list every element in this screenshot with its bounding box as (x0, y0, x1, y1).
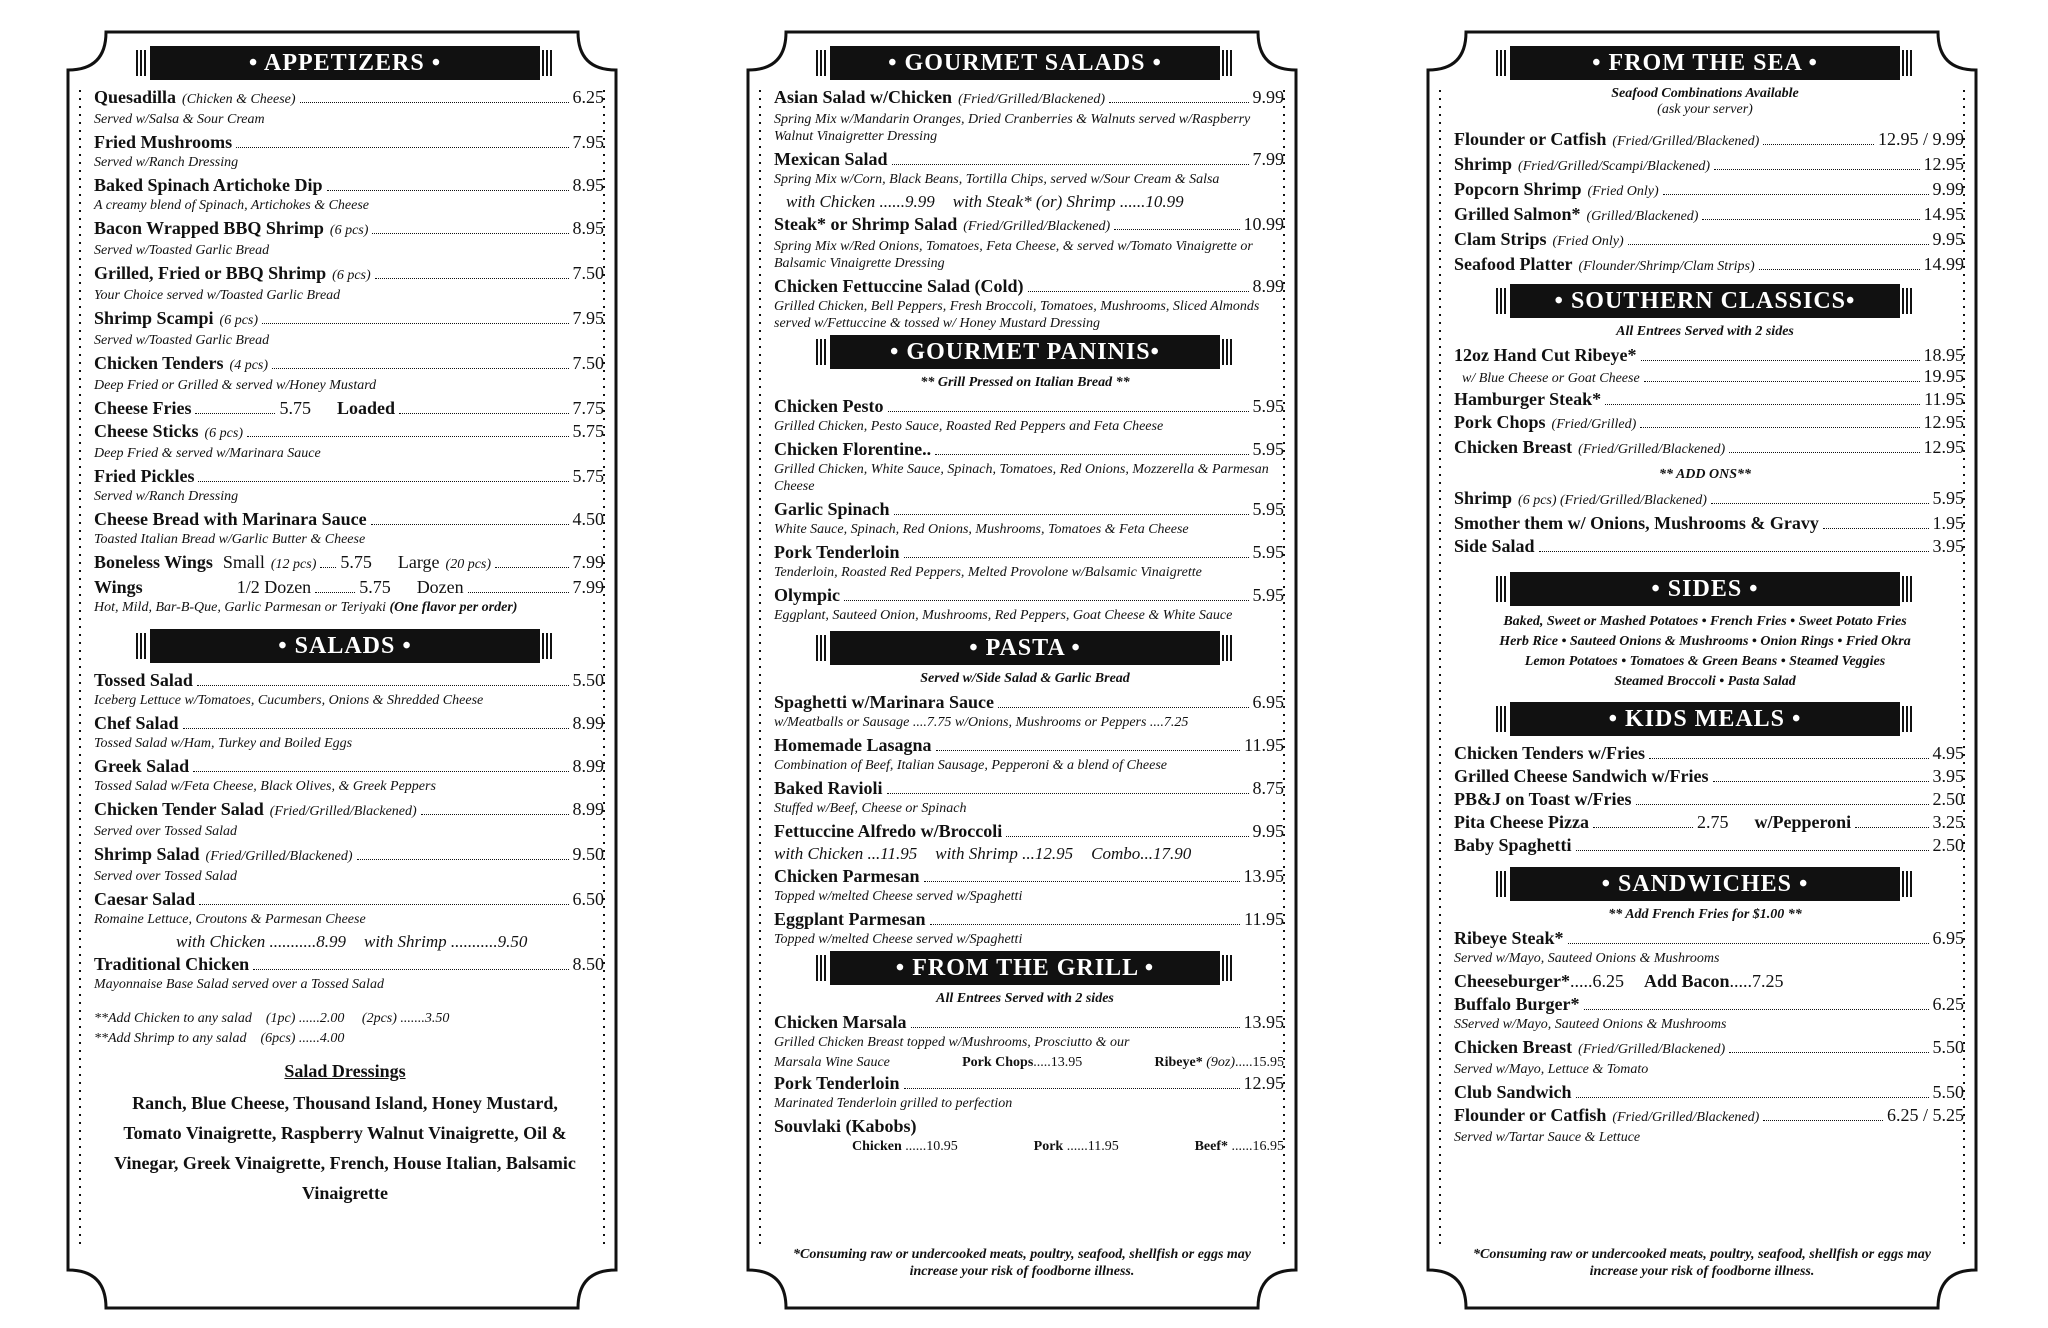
menu-item: Caesar Salad 6.50 Romaine Lettuce, Croutons & Parmesan Cheese (94, 889, 604, 927)
sides-heading: • SIDES • (1510, 572, 1900, 606)
menu-item: Smother them w/ Onions, Mushrooms & Gravy 1.95 (1454, 513, 1964, 533)
menu-item-chicken-marsala: Chicken Marsala 13.95 Grilled Chicken Breast topped w/Mushrooms, Prosciutto & our Marsala Wine Sauce Pork Chops.....13.95 Ribeye* (9oz).....15.95 (774, 1012, 1284, 1070)
pasta-subtitle: Served w/Side Salad & Garlic Bread (920, 671, 1130, 686)
menu-item: Bacon Wrapped BBQ Shrimp (6 pcs) 8.95 Served w/Toasted Garlic Bread (94, 218, 604, 258)
menu-item: Fried Pickles 5.75 Served w/Ranch Dressing (94, 466, 604, 504)
southern-subtitle: All Entrees Served with 2 sides (1616, 324, 1794, 339)
menu-item-ribeye: 12oz Hand Cut Ribeye* 18.95 w/ Blue Cheese or Goat Cheese 19.95 (1454, 345, 1964, 386)
menu-item: Chicken Tender Salad (Fried/Grilled/Blackened) 8.99 Served over Tossed Salad (94, 799, 604, 839)
menu-item-flounder-sandwich: Flounder or Catfish (Fried/Grilled/Blackened) 6.25 / 5.25 Served w/Tartar Sauce & Lettuce (1454, 1105, 1964, 1145)
menu-panel-right (1426, 30, 1978, 1310)
menu-item: Flounder or Catfish (Fried/Grilled/Blackened) 12.95 / 9.99 (1454, 129, 1964, 149)
alfredo-options: with Chicken ...11.95 with Shrimp ...12.95 Combo...17.90 (774, 844, 1192, 863)
pasta-heading: • PASTA • (830, 631, 1220, 665)
menu-item: Chicken Florentine.. 5.95 Grilled Chicken, White Sauce, Spinach, Tomatoes, Red Onions, Mozzerella & Parmesan Cheese (774, 439, 1284, 494)
menu-item: Fettuccine Alfredo w/Broccoli 9.95 (774, 821, 1284, 841)
menu-item: Tossed Salad 5.50 Iceberg Lettuce w/Tomatoes, Cucumbers, Onions & Shredded Cheese (94, 670, 604, 708)
menu-item: Chicken Fettuccine Salad (Cold) 8.99 Grilled Chicken, Bell Peppers, Fresh Broccoli, Tomatoes, Mushrooms, Sliced Almonds served w/Fettuccine & tossed w/ Honey Mustard Dressing (774, 276, 1284, 331)
menu-item: Greek Salad 8.99 Tossed Salad w/Feta Cheese, Black Olives, & Greek Peppers (94, 756, 604, 794)
menu-panel-center (746, 30, 1298, 1310)
menu-item-pita-pizza: Pita Cheese Pizza 2.75 w/Pepperoni 3.25 (1454, 812, 1964, 832)
menu-item: Grilled Cheese Sandwich w/Fries 3.95 (1454, 766, 1964, 786)
mexican-options: with Chicken ......9.99 with Steak* (or) Shrimp ......10.99 (786, 192, 1184, 211)
menu-item: Mexican Salad 7.99 Spring Mix w/Corn, Black Beans, Tortilla Chips, served w/Sour Cream & Salsa (774, 149, 1284, 187)
paninis-subtitle: ** Grill Pressed on Italian Bread ** (920, 375, 1130, 390)
menu-item: Garlic Spinach 5.95 White Sauce, Spinach, Red Onions, Mushrooms, Tomatoes & Feta Cheese (774, 499, 1284, 537)
menu-item: Grilled Salmon* (Grilled/Blackened) 14.95 (1454, 204, 1964, 224)
menu-item-buffalo-burger: Buffalo Burger* 6.25 SServed w/Mayo, Sauteed Onions & Mushrooms (1454, 994, 1964, 1032)
menu-item: Shrimp (Fried/Grilled/Scampi/Blackened) 12.95 (1454, 154, 1964, 174)
menu-item: Steak* or Shrimp Salad (Fried/Grilled/Blackened) 10.99 Spring Mix w/Red Onions, Tomatoes, Feta Cheese, & served w/Tomato Vinaigrette or Balsamic Vinaigrette Dressing (774, 214, 1284, 271)
menu-item-chicken-breast-sandwich: Chicken Breast (Fried/Grilled/Blackened) 5.50 Served w/Mayo, Lettuce & Tomato (1454, 1037, 1964, 1077)
salads-heading: • SALADS • (150, 629, 540, 663)
menu-item: Homemade Lasagna 11.95 Combination of Beef, Italian Sausage, Pepperoni & a blend of Cheese (774, 735, 1284, 773)
addons-heading: ** ADD ONS** (1658, 467, 1752, 482)
sides-list: Baked, Sweet or Mashed Potatoes • French Fries • Sweet Potato Fries Herb Rice • Sauteed Onions & Mushrooms • Onion Rings • Fried Okra Lemon Potatoes • Tomatoes & Green Beans • Steamed Veggies Steamed Broccoli • Pasta Salad (1499, 614, 1911, 689)
menu-item: Cheese Bread with Marinara Sauce 4.50 Toasted Italian Bread w/Garlic Butter & Cheese (94, 509, 604, 547)
menu-item-cheese-fries: Cheese Fries 5.75 Loaded 7.75 (94, 398, 604, 418)
menu-item-cheeseburger: Cheeseburger* .....6.25 Add Bacon .....7.25 (1454, 971, 1784, 991)
menu-item-pork-tenderloin-grill: Pork Tenderloin 12.95 Marinated Tenderloin grilled to perfection (774, 1073, 1284, 1111)
menu-item-baby-spaghetti: Baby Spaghetti 2.50 (1454, 835, 1964, 855)
sea-subtitle: Seafood Combinations Available (1611, 86, 1799, 101)
menu-item: Fried Mushrooms 7.95 Served w/Ranch Dressing (94, 132, 604, 170)
salad-dressings-list: Ranch, Blue Cheese, Thousand Island, Honey Mustard, Tomato Vinaigrette, Raspberry Walnut Vinaigrette, Oil & Vinegar, Greek Vinaigrette, French, House Italian, Balsamic Vinaigrette (114, 1093, 576, 1203)
food-safety-notice: *Consuming raw or undercooked meats, poultry, seafood, shellfish or eggs may increase your risk of foodborne illness. (792, 1247, 1252, 1279)
menu-item: Shrimp (6 pcs) (Fried/Grilled/Blackened) 5.95 (1454, 488, 1964, 508)
kids-heading: • KIDS MEALS • (1510, 702, 1900, 736)
sea-heading: • FROM THE SEA • (1510, 46, 1900, 80)
sandwiches-heading: • SANDWICHES • (1510, 867, 1900, 901)
menu-item-souvlaki: Souvlaki (Kabobs) Chicken ......10.95 Pork ......11.95 Beef* ......16.95 (774, 1116, 1284, 1154)
menu-item: Pork Tenderloin 5.95 Tenderloin, Roasted Red Peppers, Melted Provolone w/Balsamic Vinaigrette (774, 542, 1284, 580)
menu-item: Hamburger Steak* 11.95 (1454, 389, 1964, 409)
menu-item: Baked Ravioli 8.75 Stuffed w/Beef, Cheese or Spinach (774, 778, 1284, 816)
caesar-options: with Chicken ...........8.99 with Shrimp ...........9.50 (176, 932, 528, 951)
menu-item: Eggplant Parmesan 11.95 Topped w/melted Cheese served w/Spaghetti (774, 909, 1284, 947)
sandwiches-subtitle: ** Add French Fries for $1.00 ** (1608, 907, 1802, 922)
menu-item: Side Salad 3.95 (1454, 536, 1964, 556)
gourmet-salads-heading: • GOURMET SALADS • (830, 46, 1220, 80)
menu-item: Chicken Tenders (4 pcs) 7.50 Deep Fried or Grilled & served w/Honey Mustard (94, 353, 604, 393)
sea-subtitle-note: (ask your server) (1657, 102, 1753, 117)
menu-item: Chicken Breast (Fried/Grilled/Blackened) 12.95 (1454, 437, 1964, 457)
menu-item: Chef Salad 8.99 Tossed Salad w/Ham, Turkey and Boiled Eggs (94, 713, 604, 751)
grill-subtitle: All Entrees Served with 2 sides (936, 991, 1114, 1006)
menu-item: PB&J on Toast w/Fries 2.50 (1454, 789, 1964, 809)
menu-item: Pork Chops (Fried/Grilled) 12.95 (1454, 412, 1964, 432)
menu-item: Chicken Pesto 5.95 Grilled Chicken, Pesto Sauce, Roasted Red Peppers and Feta Cheese (774, 396, 1284, 434)
menu-item-ribeye-steak-sandwich: Ribeye Steak* 6.95 Served w/Mayo, Sauteed Onions & Mushrooms (1454, 928, 1964, 966)
salad-addon-shrimp: **Add Shrimp to any salad (6pcs) ......4.00 (94, 1031, 345, 1046)
menu-item-wings: Boneless Wings Small (12 pcs) 5.75 Large (20 pcs) 7.99 Wings 1/2 Dozen 5.75 Dozen 7.99 Hot, Mild, Bar-B-Que, Garlic Parmesan or Teriyaki (One flavor per order) (94, 552, 604, 615)
paninis-heading: • GOURMET PANINIS• (830, 335, 1220, 369)
menu-item: Quesadilla (Chicken & Cheese) 6.25 Served w/Salsa & Sour Cream (94, 87, 604, 127)
menu-item: Cheese Sticks (6 pcs) 5.75 Deep Fried & served w/Marinara Sauce (94, 421, 604, 461)
menu-item: Shrimp Salad (Fried/Grilled/Blackened) 9.50 Served over Tossed Salad (94, 844, 604, 884)
grill-heading: • FROM THE GRILL • (830, 951, 1220, 985)
menu-item-spaghetti: Spaghetti w/Marinara Sauce 6.95 w/Meatballs or Sausage ....7.75 w/Onions, Mushrooms or Peppers ....7.25 (774, 692, 1284, 730)
menu-item-club-sandwich: Club Sandwich 5.50 (1454, 1082, 1964, 1102)
menu-item: Olympic 5.95 Eggplant, Sauteed Onion, Mushrooms, Red Peppers, Goat Cheese & White Sauce (774, 585, 1284, 623)
menu-item: Chicken Parmesan 13.95 Topped w/melted Cheese served w/Spaghetti (774, 866, 1284, 904)
salad-dressings-heading: Salad Dressings (284, 1061, 406, 1081)
salad-addon-chicken: **Add Chicken to any salad (1pc) ......2.00 (2pcs) .......3.50 (94, 1011, 450, 1026)
menu-panel-left (66, 30, 618, 1310)
menu-item-traditional-chicken: Traditional Chicken 8.50 Mayonnaise Base Salad served over a Tossed Salad (94, 954, 604, 992)
appetizers-heading: • APPETIZERS • (150, 46, 540, 80)
menu-item: Asian Salad w/Chicken (Fried/Grilled/Blackened) 9.99 Spring Mix w/Mandarin Oranges, Dried Cranberries & Walnuts served w/Raspberry Walnut Vinaigretter Dressing (774, 87, 1284, 144)
menu-item: Chicken Tenders w/Fries 4.95 (1454, 743, 1964, 763)
menu-item: Grilled, Fried or BBQ Shrimp (6 pcs) 7.50 Your Choice served w/Toasted Garlic Bread (94, 263, 604, 303)
menu-item: Seafood Platter (Flounder/Shrimp/Clam Strips) 14.99 (1454, 254, 1964, 274)
menu-item: Baked Spinach Artichoke Dip 8.95 A creamy blend of Spinach, Artichokes & Cheese (94, 175, 604, 213)
menu-item: Popcorn Shrimp (Fried Only) 9.99 (1454, 179, 1964, 199)
southern-heading: • SOUTHERN CLASSICS• (1510, 284, 1900, 318)
menu-item: Shrimp Scampi (6 pcs) 7.95 Served w/Toasted Garlic Bread (94, 308, 604, 348)
food-safety-notice: *Consuming raw or undercooked meats, poultry, seafood, shellfish or eggs may increase your risk of foodborne illness. (1472, 1247, 1932, 1279)
menu-item: Clam Strips (Fried Only) 9.95 (1454, 229, 1964, 249)
